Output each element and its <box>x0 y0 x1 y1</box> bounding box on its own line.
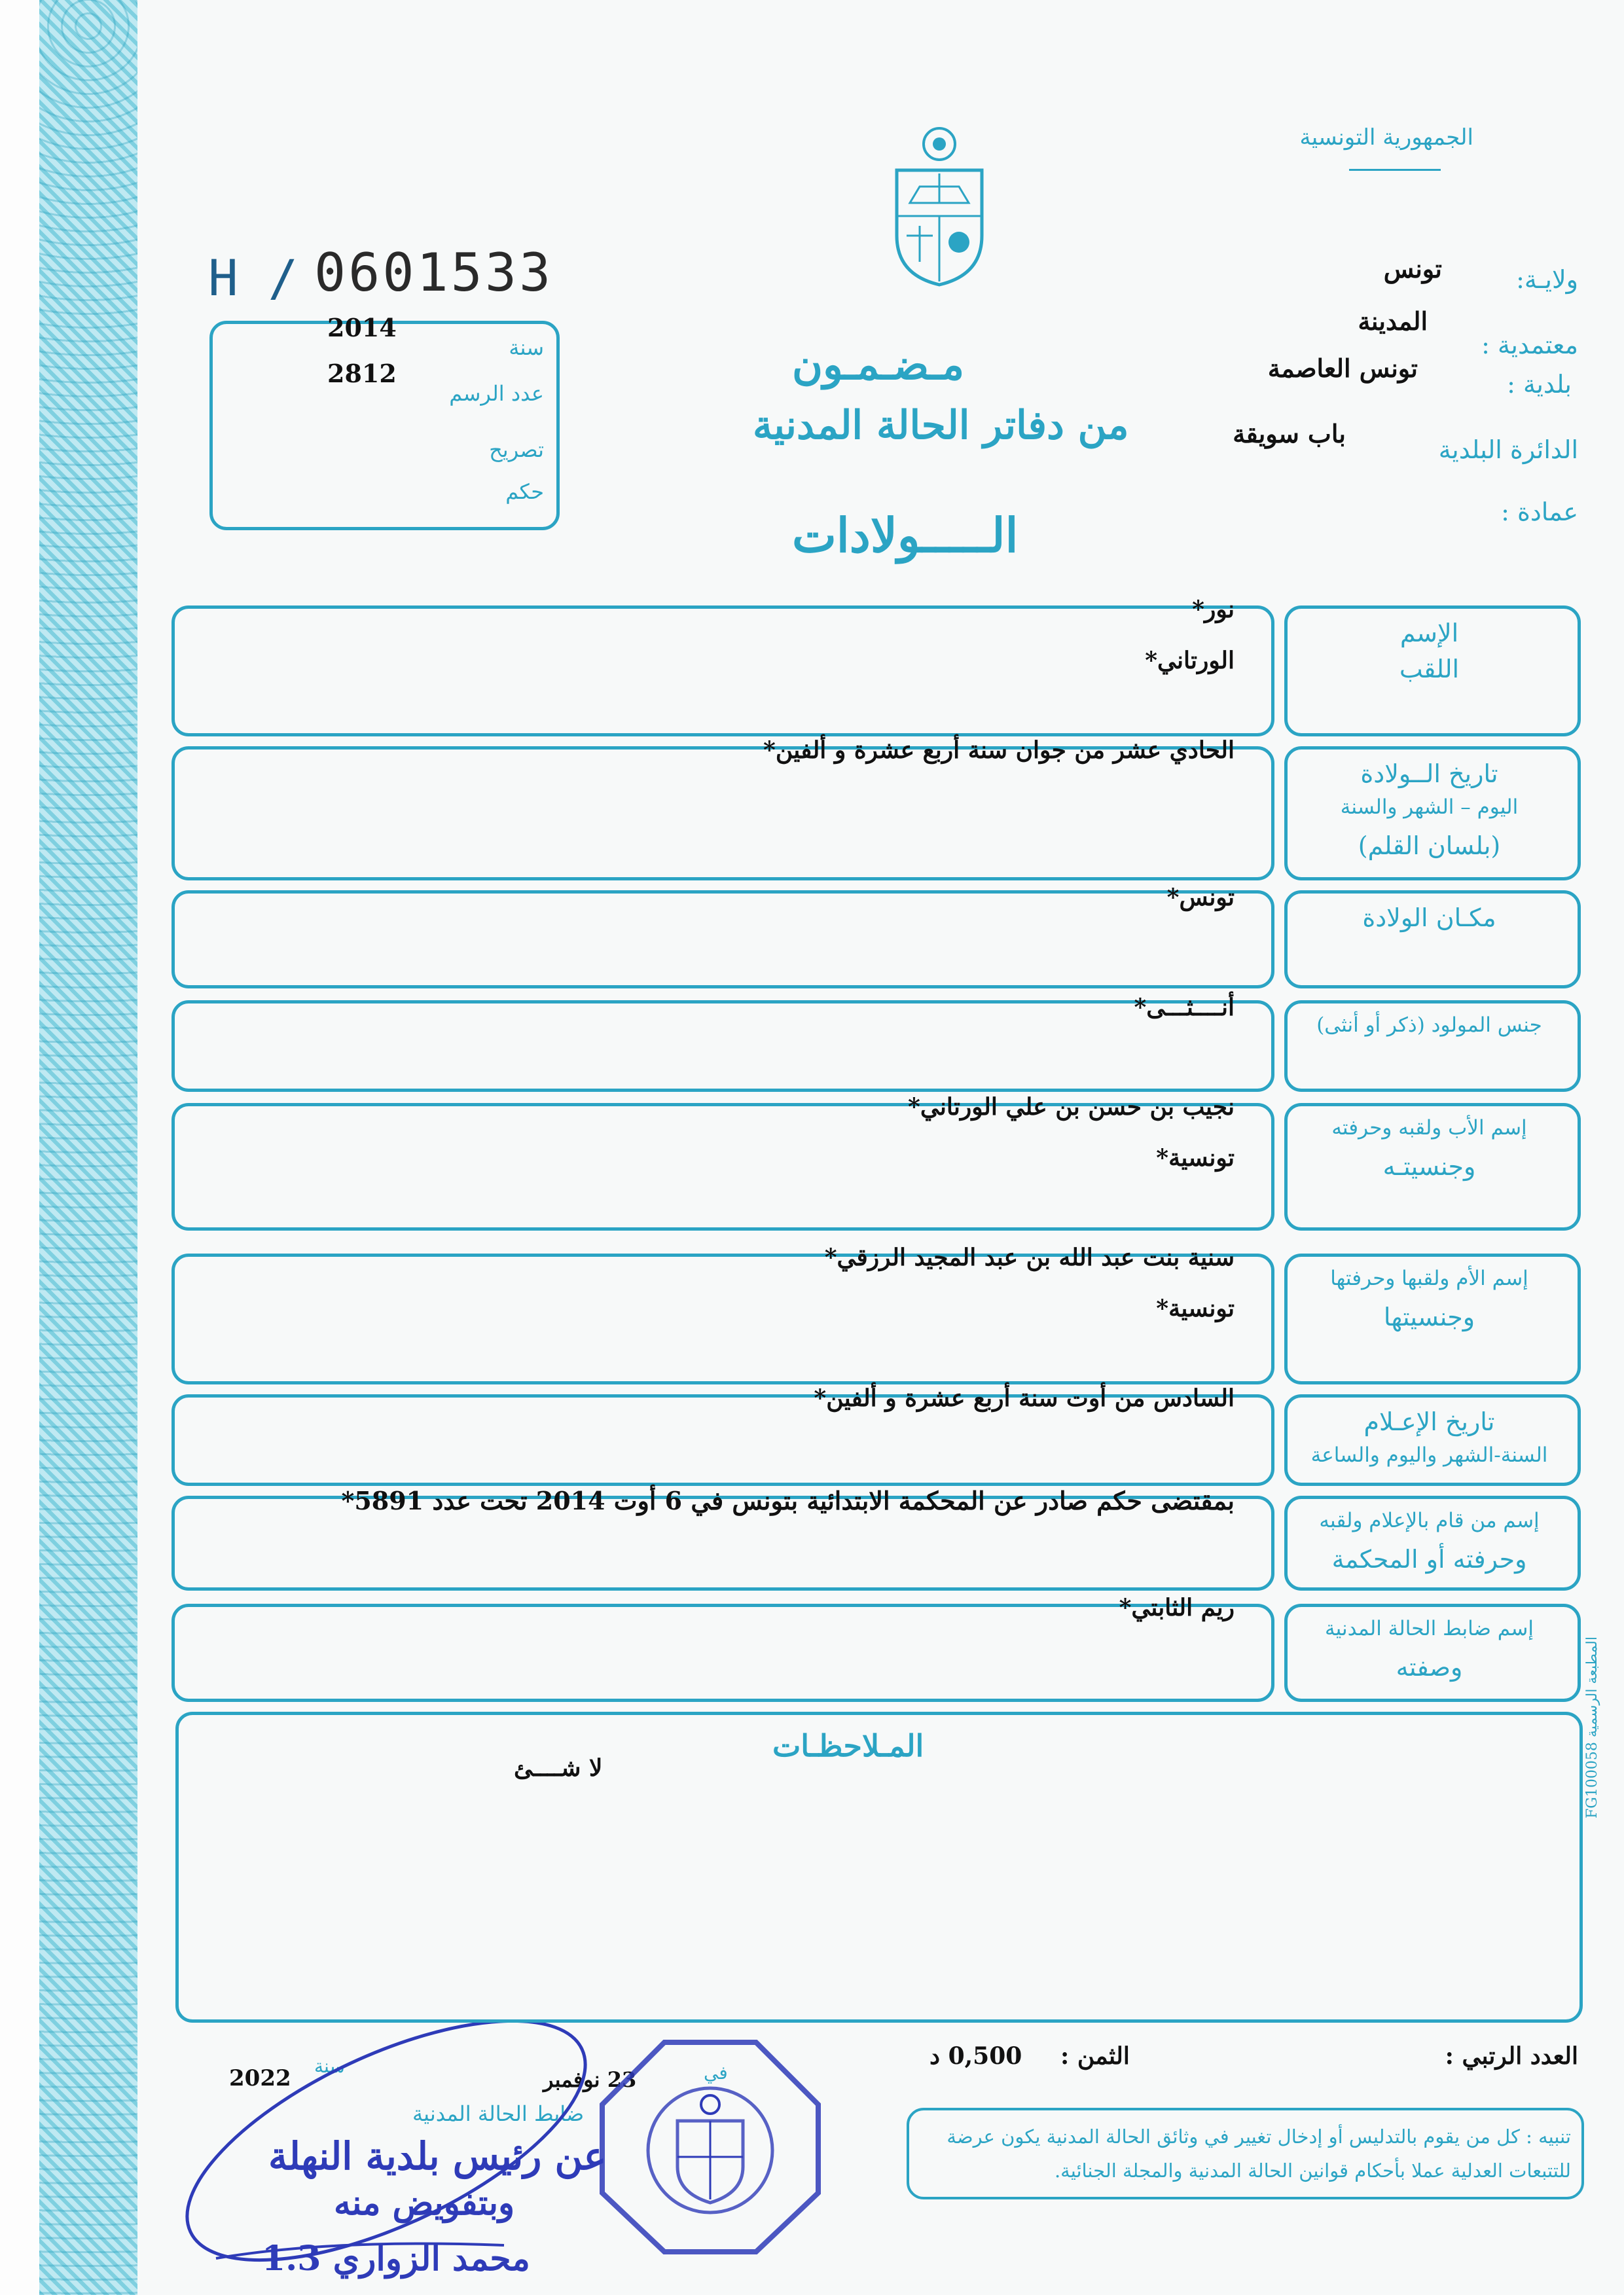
title-births: الـــــولادات <box>792 507 1019 563</box>
record-number-label: عدد الرسم <box>449 381 544 406</box>
printer-mark: المطبعة الرسمية FG100058 <box>1584 1636 1600 1818</box>
row-value-box <box>171 1000 1274 1092</box>
guilloche-border <box>39 0 137 2295</box>
row-value-box <box>171 1254 1274 1384</box>
signature-line1: عن رئيس بلدية النهلة <box>268 2134 607 2178</box>
wilaya-value: تونس <box>1383 254 1442 283</box>
baladia-label: بلدية : <box>1507 370 1572 399</box>
footer-year-label: سنة <box>314 2055 345 2077</box>
row-value-box <box>171 746 1274 880</box>
row-value-box <box>171 1103 1274 1231</box>
signature-scribble-icon <box>137 2023 609 2285</box>
serial-number: 0601533 <box>314 242 554 303</box>
row-label: وحرفته أو المحكمة <box>1331 1545 1527 1574</box>
row-value: تونسية* <box>1156 1144 1235 1172</box>
price-value: 0,500 د <box>929 2042 1022 2070</box>
row-label: إسم الأم ولقبها وحرفتها <box>1330 1267 1528 1290</box>
row-label: السنة-الشهر واليوم والساعة <box>1310 1443 1548 1467</box>
row-label: إسم من قام بالإعلام ولقبه <box>1319 1509 1540 1532</box>
row-label: مكـان الولادة <box>1362 903 1496 932</box>
row-label: جنس المولود (ذكر أو أنثى) <box>1316 1013 1542 1037</box>
row-value-box <box>171 1604 1274 1702</box>
record-year-label: سنة <box>509 335 544 360</box>
serial-prefix: H / <box>208 249 298 307</box>
row-value: السادس من أوت سنة أربع عشرة و ألفين* <box>814 1384 1235 1412</box>
baladia-value: تونس العاصمة <box>1267 353 1418 383</box>
row-value: تونس* <box>1166 884 1235 911</box>
row-value: سنية بنت عبد الله بن عبد المجيد الرزقي* <box>824 1244 1235 1271</box>
row-label: تاريخ الــولادة <box>1360 759 1498 788</box>
row-label: إسم الأب ولقبه وحرفته <box>1331 1116 1527 1140</box>
footer-year-value: 2022 <box>229 2065 291 2091</box>
wilaya-label: ولايـة: <box>1516 265 1578 294</box>
title-sub: من دفاتر الحالة المدنية <box>753 403 1129 448</box>
divider <box>1349 169 1441 171</box>
row-label: الإسم <box>1399 619 1459 647</box>
record-judgment-label: حكم <box>505 479 544 504</box>
record-number-value: 2812 <box>327 359 397 388</box>
moatamadia-value: المدينة <box>1358 306 1428 336</box>
row-value: أنــــثـــى* <box>1134 994 1235 1021</box>
row-label: اليوم – الشهر والسنة <box>1340 795 1519 819</box>
serial-order-label: العدد الرتبي : <box>1445 2042 1578 2070</box>
moatamadia-label: معتمدية : <box>1481 331 1578 359</box>
republic-title: الجمهورية التونسية <box>1299 124 1473 151</box>
row-label: إسم ضابط الحالة المدنية <box>1324 1617 1534 1640</box>
row-label: وجنسيتـه <box>1382 1152 1476 1181</box>
signature-line2: وبتفويض منه <box>334 2183 515 2223</box>
officer-title: ضابط الحالة المدنية <box>412 2101 585 2126</box>
paper-edge <box>0 0 39 2295</box>
row-value: نور* <box>1192 596 1235 623</box>
row-label: اللقب <box>1399 655 1460 683</box>
row-value-box <box>171 605 1274 736</box>
date-value: 23 نوفمبر <box>543 2067 637 2092</box>
record-declaration-label: تصريح <box>489 437 544 462</box>
row-label: وجنسيتها <box>1383 1303 1475 1331</box>
record-year-value: 2014 <box>327 313 397 342</box>
row-label: (بلسان القلم) <box>1358 831 1501 860</box>
omada-label: عمادة : <box>1501 497 1578 526</box>
title-main: مـضـمـون <box>792 340 965 389</box>
row-value: نجيب بن حسن بن علي الورتاني* <box>908 1093 1235 1121</box>
date-prefix: في <box>704 2062 728 2084</box>
daira-label: الدائرة البلدية <box>1438 435 1578 464</box>
row-value: بمقتضى حكم صادر عن المحكمة الابتدائية بتونس في 6 أوت 2014 تحت عدد 5891* <box>341 1486 1235 1515</box>
row-value: الورتاني* <box>1145 647 1235 674</box>
row-value: الحادي عشر من جوان سنة أربع عشرة و ألفين* <box>763 736 1235 764</box>
remarks-value: لا شــــئ <box>514 1754 603 1782</box>
daira-value: باب سويقة <box>1233 419 1346 448</box>
warning-text: تنبيه : كل من يقوم بالتدليس أو إدخال تغيير في وثائق الحالة المدنية يكون عرضة للتتبعات العدلية عملا بأحكام قوانين الحالة المدنية والمجلة الجنائية. <box>947 2125 1571 2182</box>
remarks-title: المـلاحظـات <box>772 1728 924 1763</box>
coat-of-arms-icon <box>884 124 995 288</box>
row-value-box <box>171 890 1274 988</box>
price-label: الثمن : <box>1060 2042 1130 2070</box>
row-value: تونسية* <box>1156 1295 1235 1322</box>
row-label: تاريخ الإعـلام <box>1363 1407 1495 1436</box>
official-seal-icon <box>592 2029 828 2265</box>
row-value: ريم الثابتي* <box>1119 1594 1235 1621</box>
row-label: وصفته <box>1396 1653 1463 1682</box>
signature-name: محمد الزواري 1.3 <box>262 2239 530 2279</box>
